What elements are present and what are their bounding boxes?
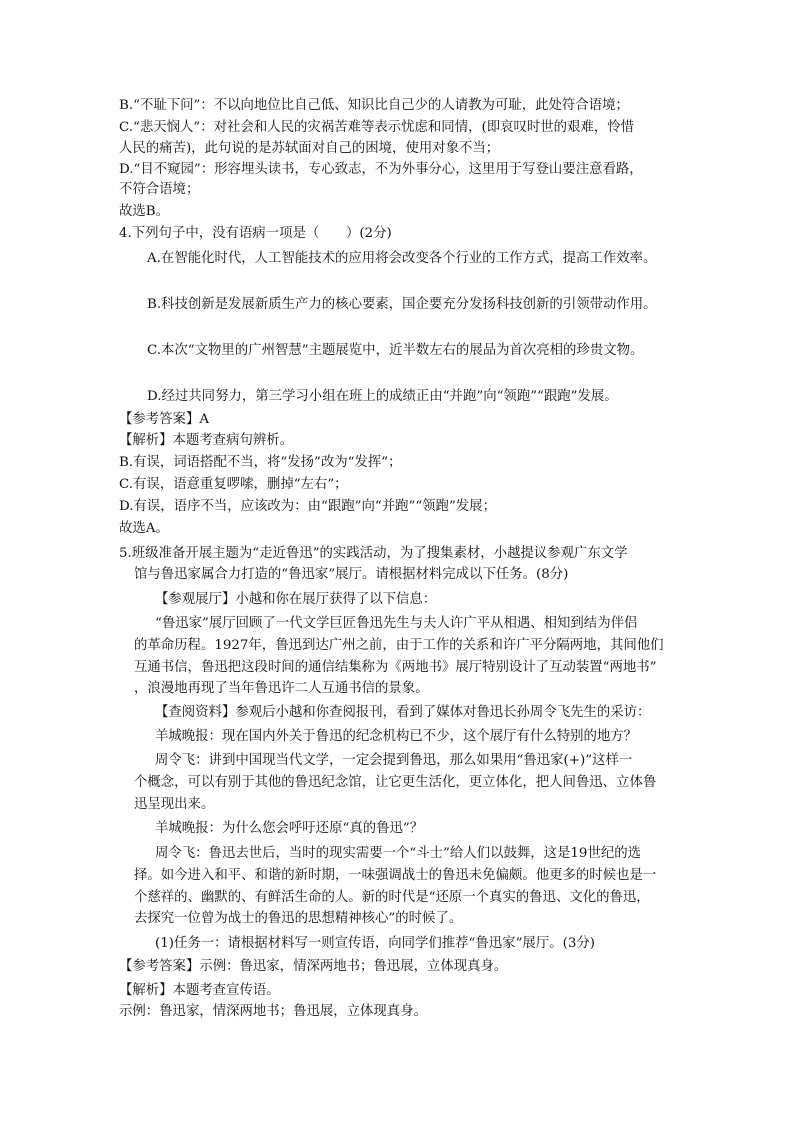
option-d-explanation-cont: 不符合语境； xyxy=(119,182,200,197)
question-4-analysis-d: D.有误，语序不当，应该改为：由“跟跑”向“并跑”“领跑”发展； xyxy=(119,499,496,514)
question-5-stem-cont: 馆与鲁迅家属合力打造的“鲁迅家”展厅。请根据材料完成以下任务。(8分) xyxy=(134,567,569,582)
question-4-option-b: B.科技创新是发展新质生产力的核心要素，国企要充分发扬科技创新的引领带动作用。 xyxy=(147,297,657,312)
interview-answer-2-line2: 择。如今进入和平、和谐的新时期，一味强调战士的鲁迅未免偏颇。他更多的时候也是一 xyxy=(134,868,657,883)
task-1-analysis: 【解析】本题考查宣传语。 xyxy=(119,983,280,998)
exhibition-paragraph: “鲁迅家”展厅回顾了一代文学巨匠鲁迅先生与夫人许广平从相遇、相知到结为伴侣 xyxy=(155,616,638,631)
question-4-analysis-c: C.有误，语意重复啰嗦，删掉“左右”； xyxy=(119,477,348,492)
exhibition-paragraph-line2: 的革命历程。1927年，鲁迅到达广州之前，由于工作的关系和许广平分隔两地，其间他们 xyxy=(134,638,664,653)
option-d-explanation: D.“目不窥园”：形容埋头读书，专心致志，不为外事分心，这里用于写登山要注意看路， xyxy=(119,162,643,177)
interview-answer-2-line4: 去探究一位曾为战士的鲁迅的思想精神核心”的时候了。 xyxy=(134,911,463,926)
option-c-explanation: C.“悲天悯人”：对社会和人民的灾祸苦难等表示忧虑和同情，(即哀叹时世的艰难，怜惜 xyxy=(119,120,634,135)
task-1-answer: 【参考答案】示例：鲁迅家，情深两地书；鲁迅展，立体现真身。 xyxy=(119,959,508,974)
answer-choice-3: 故选B。 xyxy=(119,204,170,219)
exhibition-paragraph-line3: 互通书信，鲁迅把这段时间的通信结集称为《两地书》展厅特别设计了互动装置“两地书” xyxy=(134,660,657,675)
question-4-answer: 【参考答案】A xyxy=(119,412,210,427)
exhibition-paragraph-line4: ，浪漫地再现了当年鲁迅许二人互通书信的景象。 xyxy=(134,681,429,696)
question-4-stem: 4.下列句子中，没有语病一项是（ ）(2分) xyxy=(119,226,392,241)
task-1-prompt: (1)任务一：请根据材料写一则宣传语，向同学们推荐“鲁迅家”展厅。(3分) xyxy=(155,936,595,951)
option-b-explanation: B.“不耻下问”：不以向地位比自己低、知识比自己少的人请教为可耻，此处符合语境； xyxy=(119,98,629,113)
interview-question-1: 羊城晚报：现在国内外关于鲁迅的纪念机构已不少，这个展厅有什么特别的地方？ xyxy=(155,729,638,744)
interview-question-2: 羊城晚报：为什么您会呼吁还原“真的鲁迅”？ xyxy=(155,821,424,836)
visit-exhibition-heading: 【参观展厅】小越和你在展厅获得了以下信息： xyxy=(155,592,437,607)
interview-answer-1-line3: 迅呈现出来。 xyxy=(134,797,215,812)
question-4-option-d: D.经过共同努力，第三学习小组在班上的成绩正由“并跑”向“领跑”“跟跑”发展。 xyxy=(147,389,618,404)
question-4-analysis: 【解析】本题考查病句辨析。 xyxy=(119,433,294,448)
question-4-option-a: A.在智能化时代，人工智能技术的应用将会改变各个行业的工作方式，提高工作效率。 xyxy=(147,251,657,266)
interview-answer-1: 周令飞：讲到中国现当代文学，一定会提到鲁迅，那么如果用“鲁迅家(+)”这样一 xyxy=(155,753,633,768)
research-materials-heading: 【查阅资料】参观后小越和你查阅报刊，看到了媒体对鲁迅长孙周令飞先生的采访： xyxy=(155,705,651,720)
question-4-choice: 故选A。 xyxy=(119,521,169,536)
question-5-stem: 5.班级准备开展主题为“走近鲁迅”的实践活动，为了搜集素材，小越提议参观广东文学 xyxy=(119,546,628,561)
task-1-example: 示例：鲁迅家，情深两地书；鲁迅展，立体现真身。 xyxy=(119,1004,427,1019)
interview-answer-2: 周令飞：鲁迅去世后，当时的现实需要一个“斗士”给人们以鼓舞，这是19世纪的选 xyxy=(155,846,642,861)
interview-answer-2-line3: 个慈祥的、幽默的、有鲜活生命的人。新的时代是“还原一个真实的鲁迅、文化的鲁迅， xyxy=(134,890,650,905)
question-4-analysis-b: B.有误，词语搭配不当，将“发扬”改为“发挥”； xyxy=(119,455,402,470)
interview-answer-1-line2: 个概念，可以有别于其他的鲁迅纪念馆，让它更生活化，更立体化，把人间鲁迅、立体鲁 xyxy=(134,775,657,790)
option-c-explanation-cont: 人民的痛苦)，此句说的是苏轼面对自己的困境，使用对象不当； xyxy=(119,141,500,156)
question-4-option-c: C.本次“文物里的广州智慧”主题展览中，近半数左右的展品为首次亮相的珍贵文物。 xyxy=(147,343,644,358)
